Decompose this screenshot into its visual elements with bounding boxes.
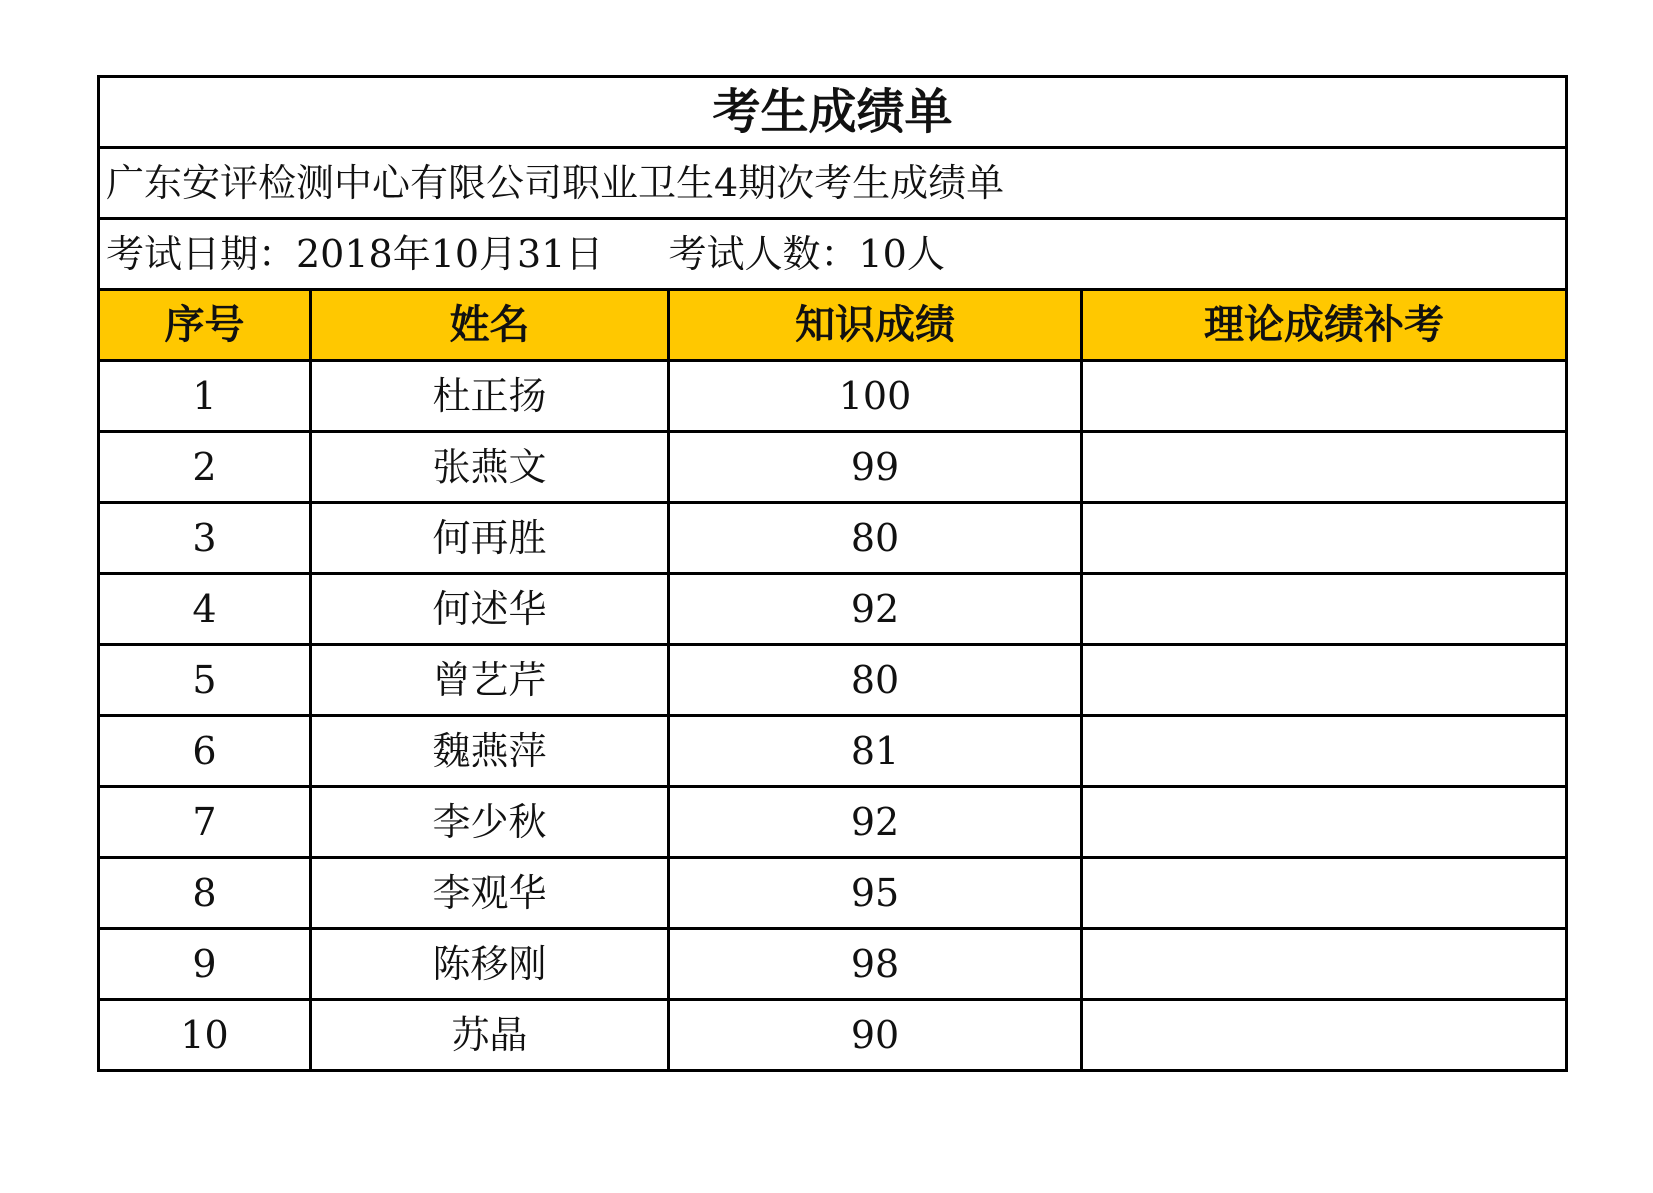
retake-score-cell — [1082, 929, 1567, 1000]
row-number-cell: 4 — [99, 574, 311, 645]
student-name-cell: 杜正扬 — [311, 361, 669, 432]
table-row — [99, 858, 1567, 929]
knowledge-score-cell: 95 — [669, 858, 1082, 929]
row-number-cell: 9 — [99, 929, 311, 1000]
subtitle-row — [99, 148, 1567, 219]
table-row — [99, 645, 1567, 716]
retake-score-cell — [1082, 432, 1567, 503]
table-row — [99, 787, 1567, 858]
knowledge-score-cell: 98 — [669, 929, 1082, 1000]
student-name-cell: 曾艺芹 — [311, 645, 669, 716]
knowledge-score-cell: 90 — [669, 1000, 1082, 1071]
retake-score-cell — [1082, 645, 1567, 716]
knowledge-score-cell: 80 — [669, 645, 1082, 716]
exam-count: 考试人数：10人 — [669, 219, 1567, 290]
student-name-cell: 何再胜 — [311, 503, 669, 574]
row-number-cell: 10 — [99, 1000, 311, 1071]
student-name-cell: 魏燕萍 — [311, 716, 669, 787]
row-number-cell: 3 — [99, 503, 311, 574]
table-row — [99, 1000, 1567, 1071]
header-row — [99, 290, 1567, 361]
retake-score-cell — [1082, 858, 1567, 929]
sheet-subtitle: 广东安评检测中心有限公司职业卫生4期次考生成绩单 — [99, 148, 1567, 219]
knowledge-score-cell: 80 — [669, 503, 1082, 574]
knowledge-score-cell: 99 — [669, 432, 1082, 503]
retake-score-cell — [1082, 574, 1567, 645]
row-number-cell: 6 — [99, 716, 311, 787]
retake-score-cell — [1082, 1000, 1567, 1071]
student-name-cell: 李少秋 — [311, 787, 669, 858]
info-row — [99, 219, 1567, 290]
column-header-score: 知识成绩 — [669, 290, 1082, 361]
knowledge-score-cell: 92 — [669, 574, 1082, 645]
row-number-cell: 5 — [99, 645, 311, 716]
table-row — [99, 361, 1567, 432]
knowledge-score-cell: 100 — [669, 361, 1082, 432]
exam-date: 考试日期：2018年10月31日 — [99, 219, 669, 290]
row-number-cell: 7 — [99, 787, 311, 858]
knowledge-score-cell: 92 — [669, 787, 1082, 858]
row-number-cell: 1 — [99, 361, 311, 432]
table-row — [99, 432, 1567, 503]
column-header-name: 姓名 — [311, 290, 669, 361]
column-header-no: 序号 — [99, 290, 311, 361]
sheet-title: 考生成绩单 — [99, 77, 1567, 148]
table-row — [99, 503, 1567, 574]
retake-score-cell — [1082, 787, 1567, 858]
retake-score-cell — [1082, 716, 1567, 787]
retake-score-cell — [1082, 361, 1567, 432]
table-row — [99, 929, 1567, 1000]
score-sheet-table — [97, 75, 1568, 1072]
knowledge-score-cell: 81 — [669, 716, 1082, 787]
column-header-retake: 理论成绩补考 — [1082, 290, 1567, 361]
student-name-cell: 李观华 — [311, 858, 669, 929]
table-row — [99, 716, 1567, 787]
title-row — [99, 77, 1567, 148]
student-name-cell: 苏晶 — [311, 1000, 669, 1071]
score-sheet-body — [99, 77, 1567, 1071]
row-number-cell: 8 — [99, 858, 311, 929]
student-name-cell: 张燕文 — [311, 432, 669, 503]
student-name-cell: 何述华 — [311, 574, 669, 645]
row-number-cell: 2 — [99, 432, 311, 503]
table-row — [99, 574, 1567, 645]
student-name-cell: 陈移刚 — [311, 929, 669, 1000]
retake-score-cell — [1082, 503, 1567, 574]
